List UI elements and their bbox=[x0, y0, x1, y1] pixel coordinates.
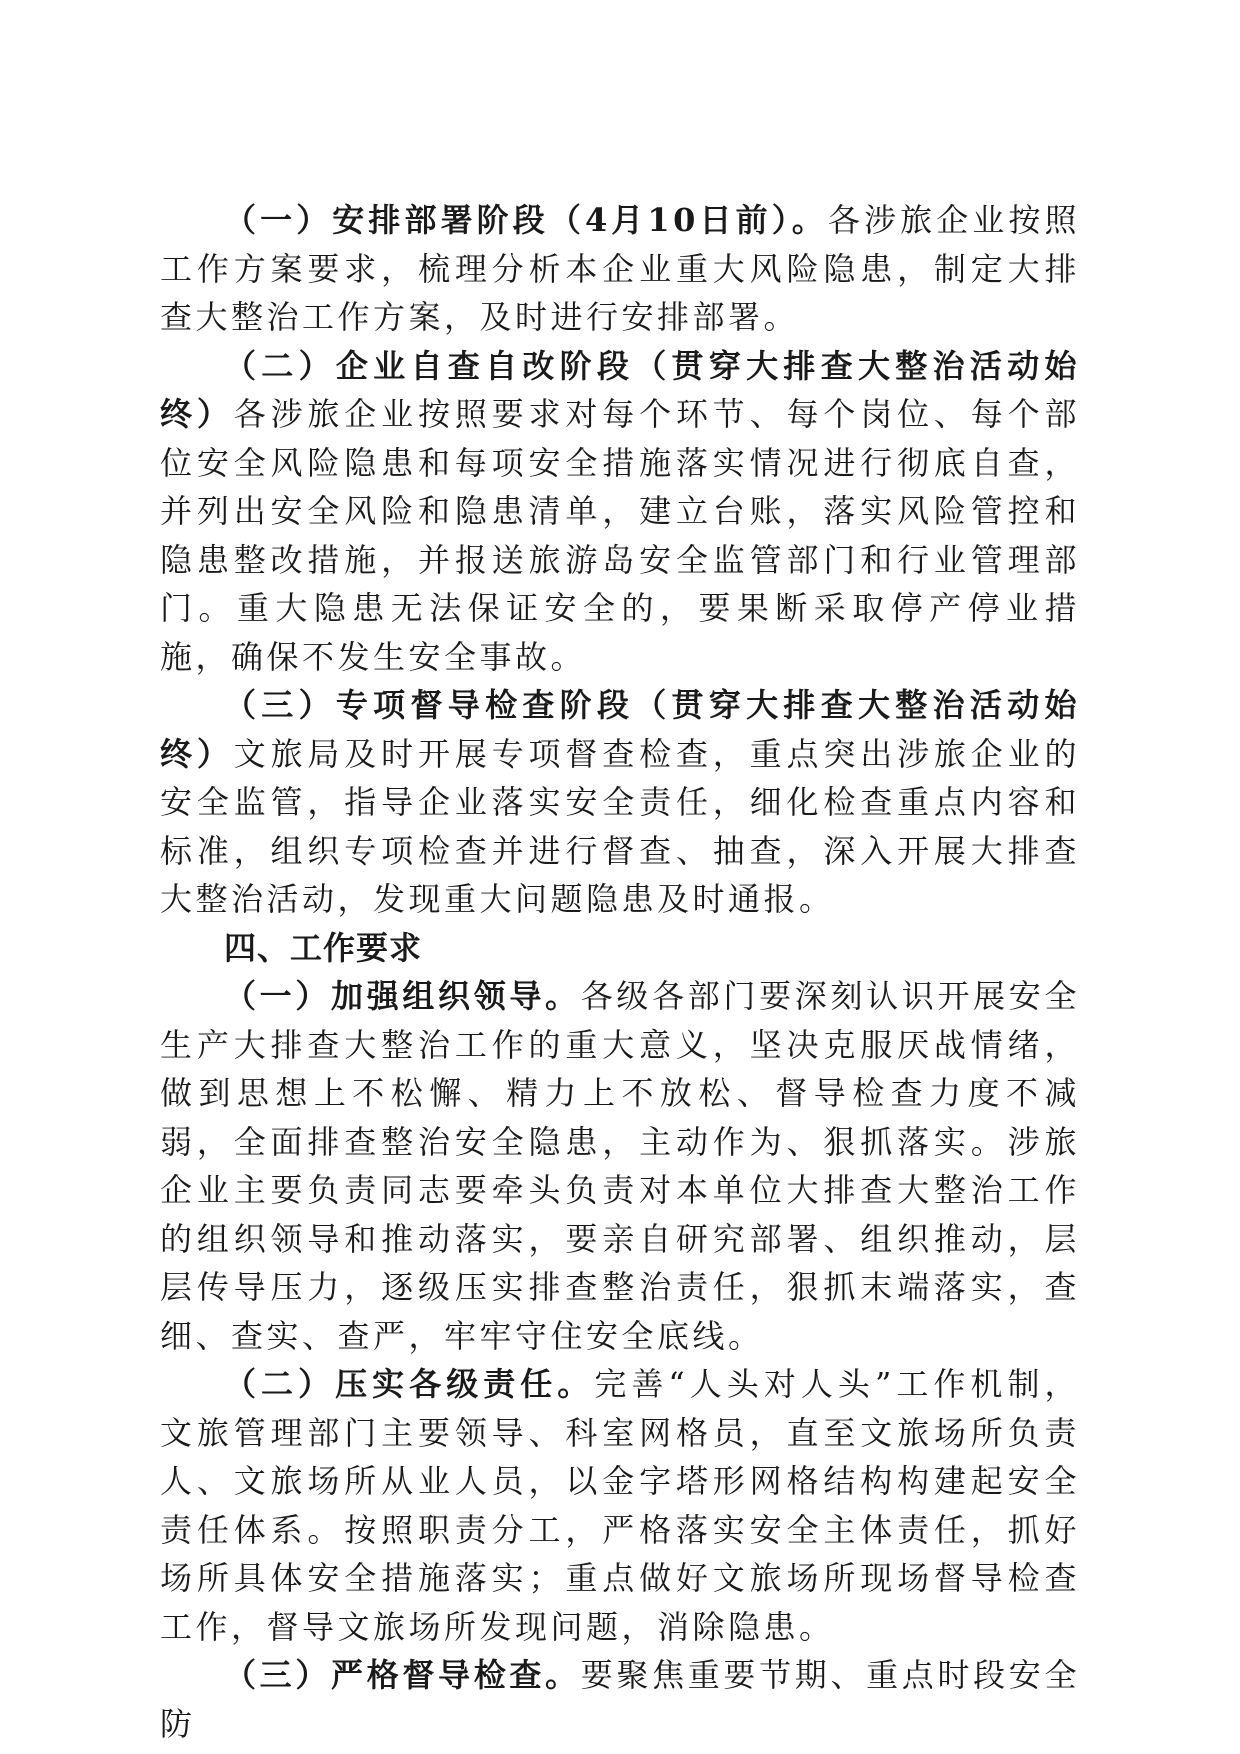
paragraph-heading: （一）加强组织领导。 bbox=[224, 977, 581, 1015]
paragraph-text: 各涉旅企业按照要求对每个环节、每个岗位、每个部位安全风险隐患和每项安全措施落实情况进行彻底自查，并列出安全风险和隐患清单，建立台账，落实风险管控和隐患整改措施，并报送旅游岛安全监管部门和行业管理部门。重大隐患无法保证安全的，要果断采取停产停业措施，确保不发生安全事故。 bbox=[160, 395, 1080, 676]
paragraph-arrangement-phase bbox=[160, 196, 1080, 342]
paragraph-self-inspection-phase bbox=[160, 342, 1080, 682]
paragraph-strengthen-leadership bbox=[160, 972, 1080, 1360]
paragraph-text: 完善“人头对人头”工作机制，文旅管理部门主要领导、科室网格员，直至文旅场所负责人、文旅场所从业人员，以金字塔形网格结构构建起安全责任体系。按照职责分工，严格落实安全主体责任，抓好场所具体安全措施落实；重点做好文旅场所现场督导检查工作，督导文旅场所发现问题，消除隐患。 bbox=[160, 1365, 1080, 1646]
paragraph-responsibility bbox=[160, 1360, 1080, 1651]
paragraph-strict-supervision bbox=[160, 1651, 1080, 1748]
paragraph-heading: （三）专项督导检查阶段（贯穿大排查大整治活动始终） bbox=[160, 686, 1080, 773]
paragraph-heading: （二）企业自查自改阶段（贯穿大排查大整治活动始终） bbox=[160, 346, 1080, 433]
paragraph-text: 文旅局及时开展专项督查检查，重点突出涉旅企业的安全监管，指导企业落实安全责任，细化检查重点内容和标准，组织专项检查并进行督查、抽查，深入开展大排查大整治活动，发现重大问题隐患及时通报。 bbox=[160, 734, 1080, 918]
paragraph-heading: （二）压实各级责任。 bbox=[224, 1365, 595, 1403]
paragraph-text: 各涉旅企业按照工作方案要求，梳理分析本企业重大风险隐患，制定大排查大整治工作方案，及时进行安排部署。 bbox=[160, 201, 1080, 336]
paragraph-text: 要聚焦重要节期、重点时段安全防 bbox=[160, 1656, 1080, 1743]
document-page bbox=[160, 196, 1080, 1748]
paragraph-text: 各级各部门要深刻认识开展安全生产大排查大整治工作的重大意义，坚决克服厌战情绪，做到思想上不松懈、精力上不放松、督导检查力度不减弱，全面排查整治安全隐患，主动作为、狠抓落实。涉旅企业主要负责同志要牵头负责对本单位大排查大整治工作的组织领导和推动落实，要亲自研究部署、组织推动，层层传导压力，逐级压实排查整治责任，狠抓末端落实，查细、查实、查严，牢牢守住安全底线。 bbox=[160, 977, 1080, 1355]
section-heading-work-requirements: 四、工作要求 bbox=[224, 928, 423, 967]
paragraph-heading: （一）安排部署阶段（4月10日前）。 bbox=[224, 201, 828, 239]
paragraph-supervision-phase bbox=[160, 681, 1080, 924]
paragraph-heading: （三）严格督导检查。 bbox=[224, 1656, 581, 1694]
